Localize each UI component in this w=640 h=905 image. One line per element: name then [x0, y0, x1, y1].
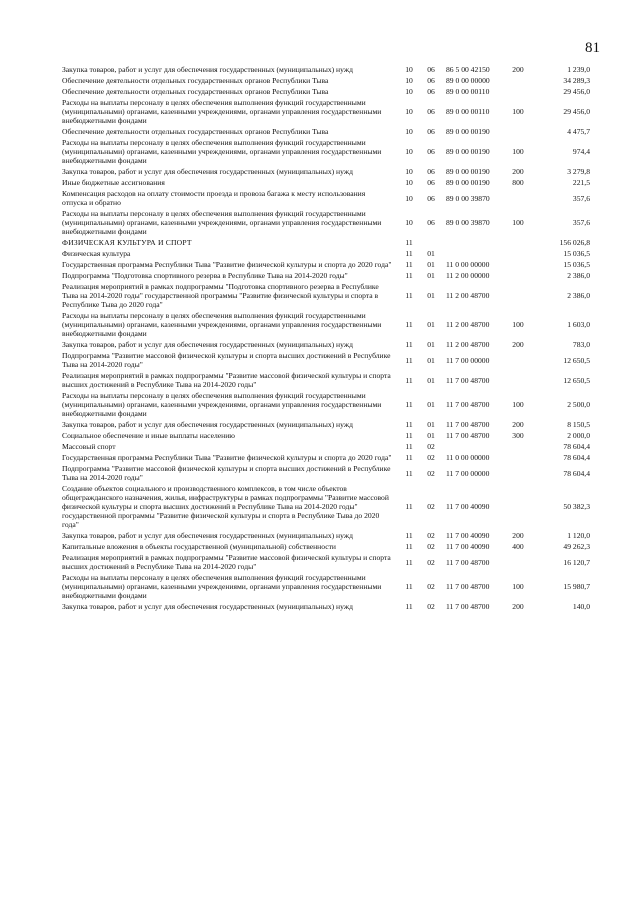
- row-amount: 974,4: [572, 147, 590, 156]
- row-section-code: 11: [405, 468, 413, 478]
- table-row: [62, 463, 590, 483]
- row-description: Расходы на выплаты персоналу в целях обеспечения выполнения функций государственными (муниципальными) органами, казенными учреждениями, органами управления государственными внебюджетными фондами: [62, 138, 382, 165]
- row-subsection-code: 01: [427, 431, 435, 440]
- row-amount: 156 026,8: [559, 238, 590, 247]
- row-target-article-code: 11 7 00 48700: [446, 602, 490, 611]
- row-target-article-code: 11 2 00 48700: [446, 291, 490, 300]
- row-expense-type-code: [506, 350, 530, 370]
- row-amount: 2 000,0: [567, 431, 590, 440]
- row-description: Подпрограмма "Развитие массовой физической культуры и спорта высших достижений в Республике Тыва на 2014-2020 годы": [62, 351, 391, 369]
- row-section-code: 11: [405, 502, 413, 511]
- row-expense-type-code: 400: [512, 542, 524, 551]
- row-description: Закупка товаров, работ и услуг для обеспечения государственных (муниципальных) нужд: [62, 167, 353, 176]
- table-row: [62, 452, 590, 463]
- row-amount: 2 500,0: [567, 400, 590, 409]
- row-expense-type-code: 100: [512, 400, 524, 409]
- row-description: Массовый спорт: [62, 442, 116, 451]
- row-description: Подпрограмма "Развитие массовой физической культуры и спорта высших достижений в Республике Тыва на 2014-2020 годы": [62, 464, 391, 482]
- row-section-code: 10: [405, 107, 413, 116]
- table-row: [62, 188, 590, 208]
- row-target-article-code: 11 7 00 40090: [446, 502, 490, 511]
- table-row: [62, 166, 590, 177]
- row-description: Расходы на выплаты персоналу в целях обеспечения выполнения функций государственными (муниципальными) органами, казенными учреждениями, органами управления государственными внебюджетными фондами: [62, 98, 382, 125]
- row-description: Государственная программа Республики Тыва "Развитие физической культуры и спорта до 2020 года": [62, 260, 392, 269]
- row-target-article-code: 89 0 00 00110: [446, 87, 490, 96]
- row-section-code: 11: [405, 340, 413, 349]
- row-description: Расходы на выплаты персоналу в целях обеспечения выполнения функций государственными (муниципальными) органами, казенными учреждениями, органами управления государственными внебюджетными фондами: [62, 311, 382, 338]
- row-amount: 78 604,4: [563, 453, 590, 462]
- row-amount: 12 650,5: [563, 355, 590, 365]
- row-subsection-code: [420, 237, 442, 248]
- row-expense-type-code: [506, 75, 530, 86]
- table-row: [62, 86, 590, 97]
- row-subsection-code: 01: [427, 271, 435, 280]
- row-section-code: 11: [405, 442, 413, 451]
- row-section-code: 10: [405, 193, 413, 203]
- row-expense-type-code: 200: [512, 602, 524, 611]
- row-expense-type-code: [506, 86, 530, 97]
- table-row: [62, 350, 590, 370]
- row-subsection-code: 02: [427, 468, 435, 478]
- row-description: Государственная программа Республики Тыва "Развитие физической культуры и спорта до 2020 года": [62, 453, 392, 462]
- row-amount: 78 604,4: [563, 468, 590, 478]
- row-target-article-code: 89 0 00 00110: [446, 107, 490, 116]
- row-amount: 49 262,3: [563, 542, 590, 551]
- section-row: [62, 237, 590, 248]
- row-amount: 78 604,4: [563, 442, 590, 451]
- row-expense-type-code: [506, 452, 530, 463]
- row-subsection-code: 06: [427, 147, 435, 156]
- row-expense-type-code: [506, 370, 530, 390]
- row-subsection-code: 06: [427, 127, 435, 136]
- row-expense-type-code: 200: [512, 420, 524, 429]
- row-amount: 1 603,0: [567, 320, 590, 329]
- row-section-code: 11: [405, 271, 413, 280]
- row-section-code: 11: [405, 249, 413, 258]
- page-number: 81: [585, 40, 600, 56]
- row-expense-type-code: [506, 281, 530, 310]
- row-description: Закупка товаров, работ и услуг для обеспечения государственных (муниципальных) нужд: [62, 340, 353, 349]
- row-expense-type-code: 200: [512, 340, 524, 349]
- row-subsection-code: 06: [427, 87, 435, 96]
- row-description: Подпрограмма "Подготовка спортивного резерва в Республике Тыва на 2014-2020 годы": [62, 271, 348, 280]
- table-row: [62, 281, 590, 310]
- row-amount: 3 279,8: [567, 167, 590, 176]
- row-expense-type-code: 300: [512, 431, 524, 440]
- row-target-article-code: 11 7 00 48700: [446, 400, 490, 409]
- row-section-code: 11: [405, 431, 413, 440]
- row-subsection-code: 01: [427, 355, 435, 365]
- row-amount: 357,6: [572, 218, 590, 227]
- row-section-code: 10: [405, 178, 413, 187]
- table-row: [62, 208, 590, 237]
- row-description: Закупка товаров, работ и услуг для обеспечения государственных (муниципальных) нужд: [62, 531, 353, 540]
- row-target-article-code: 11 7 00 48700: [446, 375, 490, 385]
- row-section-code: 11: [405, 291, 413, 300]
- row-section-code: 10: [405, 218, 413, 227]
- row-target-article-code: 11 2 00 00000: [446, 271, 490, 280]
- row-section-code: 11: [405, 260, 413, 269]
- row-section-code: 10: [405, 76, 413, 85]
- table-row: [62, 259, 590, 270]
- row-amount: 1 239,0: [567, 65, 590, 74]
- row-section-code: 10: [405, 87, 413, 96]
- table-row: [62, 483, 590, 530]
- row-expense-type-code: 100: [512, 218, 524, 227]
- row-subsection-code: 01: [427, 249, 435, 258]
- row-subsection-code: 01: [427, 375, 435, 385]
- row-target-article-code: 86 5 00 42150: [446, 65, 490, 74]
- row-expense-type-code: 100: [512, 147, 524, 156]
- row-section-code: 11: [405, 602, 413, 611]
- row-amount: 2 386,0: [567, 291, 590, 300]
- row-section-code: 10: [405, 65, 413, 74]
- row-section-code: 11: [405, 400, 413, 409]
- table-row: [62, 441, 590, 452]
- row-description: Закупка товаров, работ и услуг для обеспечения государственных (муниципальных) нужд: [62, 65, 353, 74]
- row-subsection-code: 02: [427, 502, 435, 511]
- row-section-code: 11: [405, 453, 413, 462]
- row-expense-type-code: 800: [512, 178, 524, 187]
- row-amount: 29 456,0: [563, 107, 590, 116]
- row-target-article-code: 11 7 00 48700: [446, 420, 490, 429]
- row-description: Реализация мероприятий в рамках подпрограммы "Развитие массовой физической культуры и спорта высших достижений в Республике Тыва на 2014-2020 годы": [62, 553, 391, 571]
- row-subsection-code: 06: [427, 193, 435, 203]
- row-expense-type-code: [506, 483, 530, 530]
- row-subsection-code: 01: [427, 260, 435, 269]
- row-expense-type-code: 100: [512, 107, 524, 116]
- table-row: [62, 552, 590, 572]
- row-subsection-code: 02: [427, 602, 435, 611]
- row-amount: 15 980,7: [563, 582, 590, 591]
- row-amount: 357,6: [572, 193, 590, 203]
- row-expense-type-code: [506, 463, 530, 483]
- row-amount: 1 120,0: [567, 531, 590, 540]
- row-target-article-code: 89 0 00 39870: [446, 193, 490, 203]
- row-amount: 4 475,7: [567, 127, 590, 136]
- row-description: Реализация мероприятий в рамках подпрограммы "Подготовка спортивного резерва в Республике Тыва на 2014-2020 годы" государственной программы "Развитие физической культуры и спорта в Республике Тыва до 2020 года": [62, 282, 379, 309]
- row-target-article-code: 11 0 00 00000: [446, 453, 490, 462]
- row-target-article-code: 11 2 00 48700: [446, 320, 490, 329]
- row-section-code: 11: [405, 557, 413, 567]
- row-description: Обеспечение деятельности отдельных государственных органов Республики Тыва: [62, 127, 329, 136]
- row-target-article-code: 11 7 00 00000: [446, 468, 490, 478]
- row-expense-type-code: [506, 126, 530, 137]
- row-expense-type-code: [506, 441, 530, 452]
- budget-table: [62, 64, 590, 612]
- row-description: Реализация мероприятий в рамках подпрограммы "Развитие массовой физической культуры и спорта высших достижений в Республике Тыва на 2014-2020 годы": [62, 371, 391, 389]
- row-description: Создание объектов социального и производственного комплексов, в том числе объектов общегражданского назначения, жилья, инфраструктуры в рамках подпрограммы "Развитие массовой физической культуры и спорта высших достижений в Республике Тыва на 2014-2020 годы" государственной программы "Развитие физической культуры и спорта в Республике Тыва до 2020 года": [62, 484, 389, 529]
- row-subsection-code: 02: [427, 542, 435, 551]
- row-target-article-code: 89 0 00 00190: [446, 127, 490, 136]
- row-amount: 15 036,5: [563, 260, 590, 269]
- row-subsection-code: 02: [427, 557, 435, 567]
- row-subsection-code: 06: [427, 167, 435, 176]
- row-section-code: 10: [405, 147, 413, 156]
- row-expense-type-code: [506, 259, 530, 270]
- row-amount: 50 382,3: [563, 502, 590, 511]
- row-subsection-code: 01: [427, 320, 435, 329]
- row-amount: 2 386,0: [567, 271, 590, 280]
- row-section-code: 11: [405, 582, 413, 591]
- row-target-article-code: 11 7 00 40090: [446, 531, 490, 540]
- row-target-article-code: 89 0 00 39870: [446, 218, 490, 227]
- table-row: [62, 572, 590, 601]
- table-row: [62, 530, 590, 541]
- row-description: Закупка товаров, работ и услуг для обеспечения государственных (муниципальных) нужд: [62, 420, 353, 429]
- row-subsection-code: 06: [427, 218, 435, 227]
- row-target-article-code: 11 2 00 48700: [446, 340, 490, 349]
- row-description: Компенсация расходов на оплату стоимости проезда и провоза багажа к месту использования отпуска и обратно: [62, 189, 366, 207]
- row-expense-type-code: [506, 552, 530, 572]
- row-section-code: 10: [405, 127, 413, 136]
- table-row: [62, 541, 590, 552]
- table-row: [62, 390, 590, 419]
- row-subsection-code: 06: [427, 107, 435, 116]
- table-row: [62, 310, 590, 339]
- row-description: Расходы на выплаты персоналу в целях обеспечения выполнения функций государственными (муниципальными) органами, казенными учреждениями, органами управления государственными внебюджетными фондами: [62, 391, 382, 418]
- row-expense-type-code: 100: [512, 582, 524, 591]
- row-subsection-code: 02: [427, 531, 435, 540]
- table-row: [62, 126, 590, 137]
- budget-table-body: [62, 64, 590, 612]
- row-description: Физическая культура: [62, 249, 131, 258]
- row-target-article-code: 11 7 00 48700: [446, 582, 490, 591]
- row-description: ФИЗИЧЕСКАЯ КУЛЬТУРА И СПОРТ: [62, 238, 192, 247]
- row-expense-type-code: [506, 270, 530, 281]
- row-expense-type-code: 100: [512, 320, 524, 329]
- row-section-code: 11: [405, 355, 413, 365]
- table-row: [62, 137, 590, 166]
- row-amount: 8 150,5: [567, 420, 590, 429]
- row-subsection-code: 06: [427, 65, 435, 74]
- row-description: Обеспечение деятельности отдельных государственных органов Республики Тыва: [62, 76, 329, 85]
- row-description: Закупка товаров, работ и услуг для обеспечения государственных (муниципальных) нужд: [62, 602, 353, 611]
- row-subsection-code: 02: [427, 453, 435, 462]
- row-target-article-code: [442, 441, 506, 452]
- row-target-article-code: 11 7 00 40090: [446, 542, 490, 551]
- row-amount: 221,5: [572, 178, 590, 187]
- row-amount: 140,0: [572, 602, 590, 611]
- row-subsection-code: 02: [427, 582, 435, 591]
- row-section-code: 11: [405, 542, 413, 551]
- row-target-article-code: 89 0 00 00190: [446, 167, 490, 176]
- table-row: [62, 430, 590, 441]
- row-section-code: 11: [405, 420, 413, 429]
- row-subsection-code: 01: [427, 400, 435, 409]
- row-amount: 16 120,7: [563, 557, 590, 567]
- row-description: Социальное обеспечение и иные выплаты населению: [62, 431, 235, 440]
- row-expense-type-code: 200: [512, 531, 524, 540]
- table-row: [62, 339, 590, 350]
- table-row: [62, 64, 590, 75]
- row-target-article-code: 11 7 00 48700: [446, 431, 490, 440]
- row-section-code: 11: [405, 320, 413, 329]
- row-target-article-code: 89 0 00 00190: [446, 147, 490, 156]
- row-target-article-code: 89 0 00 00190: [446, 178, 490, 187]
- row-target-article-code: 89 0 00 00000: [446, 76, 490, 85]
- row-expense-type-code: [506, 248, 530, 259]
- row-target-article-code: 11 0 00 00000: [446, 260, 490, 269]
- table-row: [62, 75, 590, 86]
- row-subsection-code: 01: [427, 420, 435, 429]
- row-subsection-code: 01: [427, 340, 435, 349]
- row-target-article-code: 11 7 00 00000: [446, 355, 490, 365]
- row-subsection-code: 01: [427, 291, 435, 300]
- row-target-article-code: 11 7 00 48700: [446, 557, 490, 567]
- table-row: [62, 177, 590, 188]
- table-row: [62, 248, 590, 259]
- row-section-code: 10: [405, 167, 413, 176]
- row-amount: 783,0: [572, 340, 590, 349]
- row-expense-type-code: [506, 188, 530, 208]
- row-subsection-code: 02: [427, 442, 435, 451]
- row-amount: 15 036,5: [563, 249, 590, 258]
- row-description: Иные бюджетные ассигнования: [62, 178, 165, 187]
- table-row: [62, 270, 590, 281]
- row-amount: 34 289,3: [563, 76, 590, 85]
- row-expense-type-code: 200: [512, 65, 524, 74]
- row-amount: 12 650,5: [563, 375, 590, 385]
- row-section-code: 11: [405, 238, 413, 247]
- table-row: [62, 97, 590, 126]
- row-target-article-code: [442, 248, 506, 259]
- row-subsection-code: 06: [427, 178, 435, 187]
- row-section-code: 11: [405, 375, 413, 385]
- row-description: Обеспечение деятельности отдельных государственных органов Республики Тыва: [62, 87, 329, 96]
- row-subsection-code: 06: [427, 76, 435, 85]
- row-description: Капитальные вложения в объекты государственной (муниципальной) собственности: [62, 542, 336, 551]
- row-description: Расходы на выплаты персоналу в целях обеспечения выполнения функций государственными (муниципальными) органами, казенными учреждениями, органами управления государственными внебюджетными фондами: [62, 573, 382, 600]
- table-row: [62, 601, 590, 612]
- row-expense-type-code: 200: [512, 167, 524, 176]
- row-target-article-code: [442, 237, 506, 248]
- table-row: [62, 370, 590, 390]
- table-row: [62, 419, 590, 430]
- row-expense-type-code: [506, 237, 530, 248]
- row-amount: 29 456,0: [563, 87, 590, 96]
- row-description: Расходы на выплаты персоналу в целях обеспечения выполнения функций государственными (муниципальными) органами, казенными учреждениями, органами управления государственными внебюджетными фондами: [62, 209, 382, 236]
- row-section-code: 11: [405, 531, 413, 540]
